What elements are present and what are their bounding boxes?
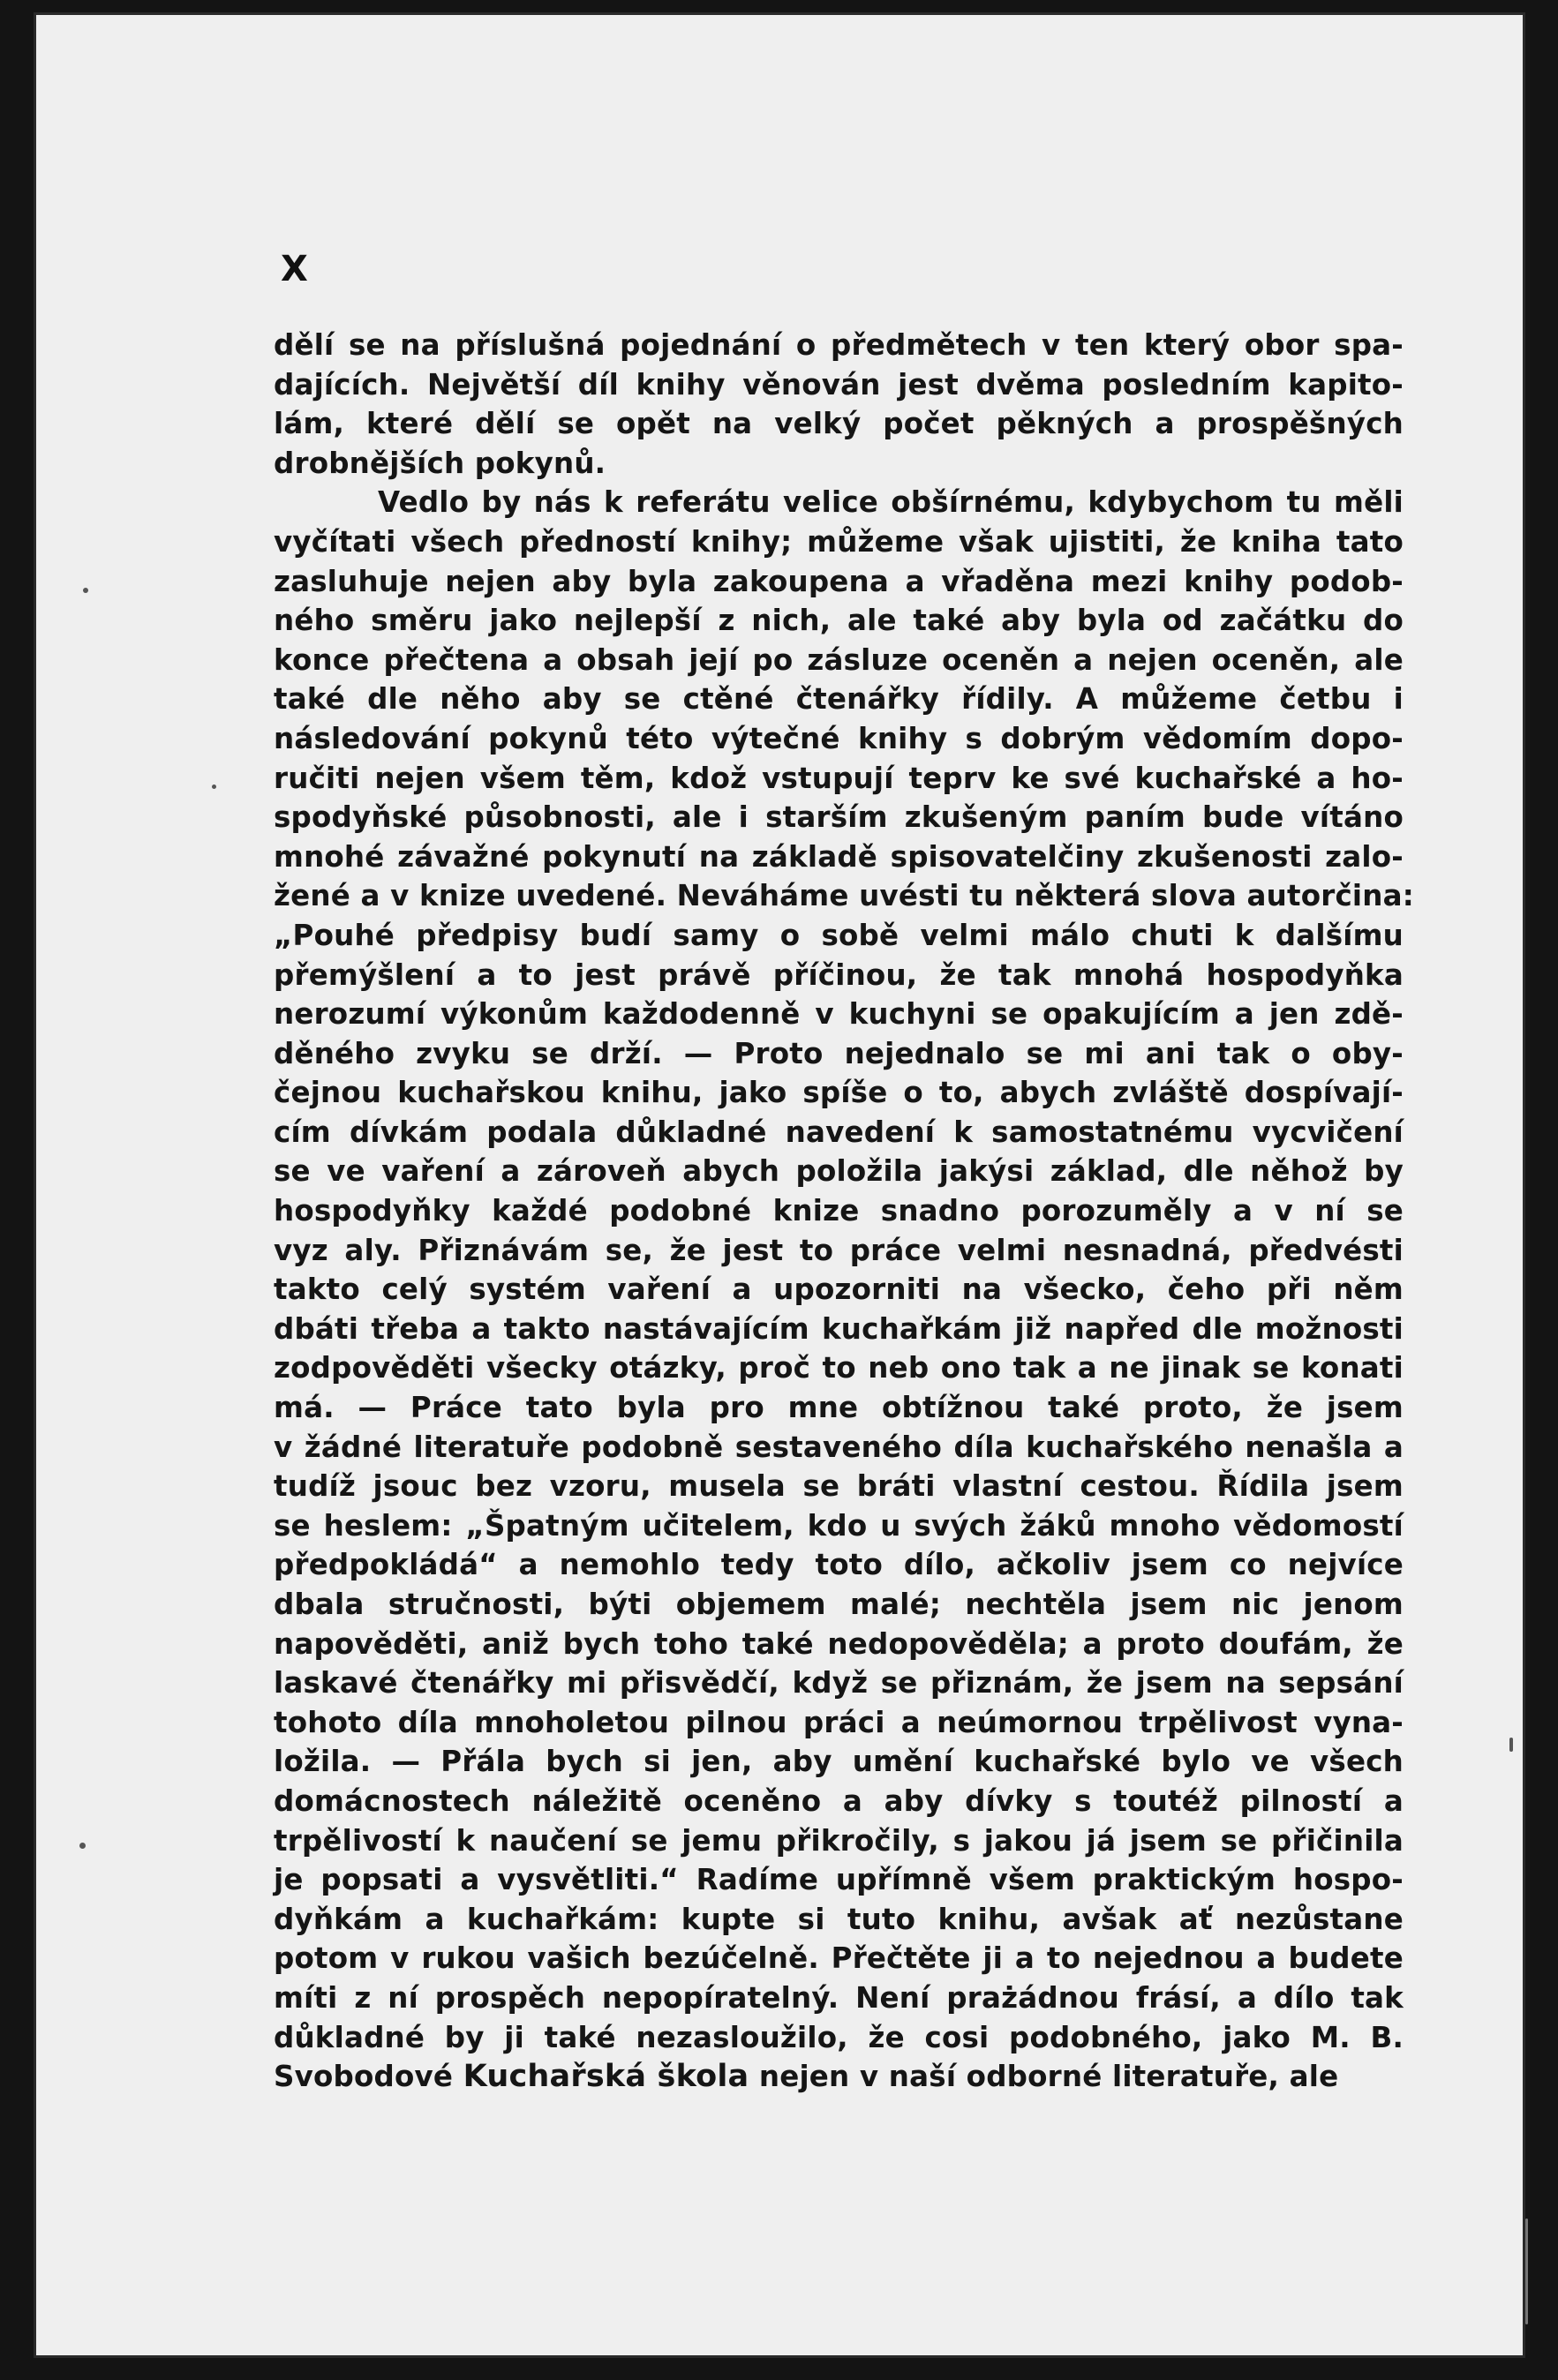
text-line: tudíž jsouc bez vzoru, musela se bráti vlastní cestou. Řídila jsem (274, 1469, 1404, 1504)
scan-edge-mark (1525, 2219, 1528, 2324)
scan-speck (1509, 1738, 1513, 1752)
text-line: je popsati a vysvětliti.“ Radíme upřímně všem praktickým hospo- (274, 1863, 1404, 1897)
text-line: ložila. — Přála bych si jen, aby umění kuchařské bylo ve všech (274, 1745, 1404, 1779)
text-line: spodyňské působnosti, ale i starším zkušeným paním bude vítáno (274, 800, 1404, 835)
scan-speck (212, 785, 216, 789)
text-line: ného směru jako nejlepší z nich, ale také aby byla od začátku do (274, 604, 1404, 638)
text-line: trpělivostí k naučení se jemu přikročily, s jakou já jsem se přičinila (274, 1823, 1404, 1858)
text-line: má. — Práce tato byla pro mne obtížnou také proto, že jsem (274, 1391, 1404, 1425)
text-line: čejnou kuchařskou knihu, jako spíše o to, abych zvláště dospívají- (274, 1076, 1404, 1110)
text-line: předpokládá“ a nemohlo tedy toto dílo, ačkoliv jsem co nejvíce (274, 1548, 1404, 1582)
text-line: napověděti, aniž bych toho také nedopověděla; a proto doufám, že (274, 1626, 1404, 1661)
text-line: následování pokynů této výtečné knihy s dobrým vědomím dopo- (274, 721, 1404, 755)
text-line: Vedlo by nás k referátu velice obšírnému, kdybychom tu měli (378, 485, 1404, 520)
scan-speck (83, 588, 88, 593)
text-line: důkladné by ji také nezasloužilo, že cosi podobného, jako M. B. (274, 2020, 1404, 2054)
text-line: „Pouhé předpisy budí samy o sobě velmi málo chuti k dalšímu (274, 918, 1404, 952)
scan-speck (79, 1843, 86, 1849)
text-line: dělí se na příslušná pojednání o předmětech v ten který obor spa- (274, 328, 1404, 362)
text-line: také dle něho aby se ctěné čtenářky řídily. A můžeme četbu i (274, 682, 1404, 717)
text-line: dajících. Největší díl knihy věnován jest dvěma posledním kapito- (274, 367, 1404, 402)
text-line: se heslem: „Špatným učitelem, kdo u svých žáků mnoho vědomostí (274, 1508, 1404, 1543)
text-line: míti z ní prospěch nepopíratelný. Není prażádnou frásí, a dílo tak (274, 1980, 1404, 2015)
text-line: potom v rukou vašich bezúčelně. Přečtěte ji a to nejednou a budete (274, 1941, 1404, 1976)
text-line: dbáti třeba a takto nastávajícím kuchařkám již napřed dle možnosti (274, 1311, 1404, 1346)
page-number: X (281, 249, 308, 289)
text-line: takto celý systém vaření a upozorniti na všecko, čeho při něm (274, 1273, 1404, 1307)
text-line: nerozumí výkonům každodenně v kuchyni se opakujícím a jen zdě- (274, 997, 1404, 1032)
text-line: cím dívkám podala důkladné navedení k samostatnému vycvičení (274, 1115, 1404, 1149)
text-line: vyz aly. Přiznávám se, že jest to práce velmi nesnadná, předvésti (274, 1233, 1404, 1267)
text-line: vyčítati všech předností knihy; můžeme však ujistiti, že kniha tato (274, 524, 1404, 559)
text-line: ručiti nejen všem těm, kdož vstupují teprv ke své kuchařské a ho- (274, 761, 1404, 795)
text-line: zodpověděti všecky otázky, proč to neb ono tak a ne jinak se konati (274, 1351, 1404, 1385)
document-page (34, 12, 1525, 2358)
text-line: děného zvyku se drží. — Proto nejednalo se mi ani tak o oby- (274, 1036, 1404, 1070)
text-line: hospodyňky každé podobné knize snadno porozuměly a v ní se (274, 1194, 1404, 1228)
text-line-final (274, 2057, 1404, 2097)
text-line: žené a v knize uvedené. Neváháme uvésti tu některá slova autorčina: (274, 879, 1414, 913)
text-line: se ve vaření a zároveň abych položila jakýsi základ, dle něhož by (274, 1154, 1404, 1189)
text-line: mnohé závažné pokynutí na základě spisovatelčiny zkušenosti zalo- (274, 839, 1404, 874)
final-line-after: nejen v naší odborné literatuře, ale (749, 2060, 1339, 2094)
text-line: drobnějších pokynů. (274, 446, 606, 480)
text-line: domácnostech náležitě oceněno a aby dívky s toutéž pilností a (274, 1783, 1404, 1818)
text-line: zasluhuje nejen aby byla zakoupena a vřaděna mezi knihy podob- (274, 564, 1404, 598)
text-line: lám, které dělí se opět na velký počet pěkných a prospěšných (274, 407, 1404, 441)
body-text (274, 326, 1414, 2097)
text-line: v žádné literatuře podobně sestaveného díla kuchařského nenašla a (274, 1430, 1404, 1464)
book-title-emphasis: Kuchařská škola (463, 2059, 749, 2095)
text-line: přemýšlení a to jest právě příčinou, že tak mnohá hospodyňka (274, 957, 1404, 992)
text-line: dyňkám a kuchařkám: kupte si tuto knihu, avšak ať nezůstane (274, 1902, 1404, 1936)
text-line: laskavé čtenářky mi přisvědčí, když se přiznám, že jsem na sepsání (274, 1666, 1404, 1701)
final-line-before: Svobodové (274, 2060, 463, 2094)
text-line: tohoto díla mnoholetou pilnou práci a neúmornou trpělivost vyna- (274, 1705, 1404, 1739)
text-line: dbala stručnosti, býti objemem malé; nechtěla jsem nic jenom (274, 1588, 1404, 1621)
text-line: konce přečtena a obsah její po zásluze oceněn a nejen oceněn, ale (274, 642, 1404, 677)
